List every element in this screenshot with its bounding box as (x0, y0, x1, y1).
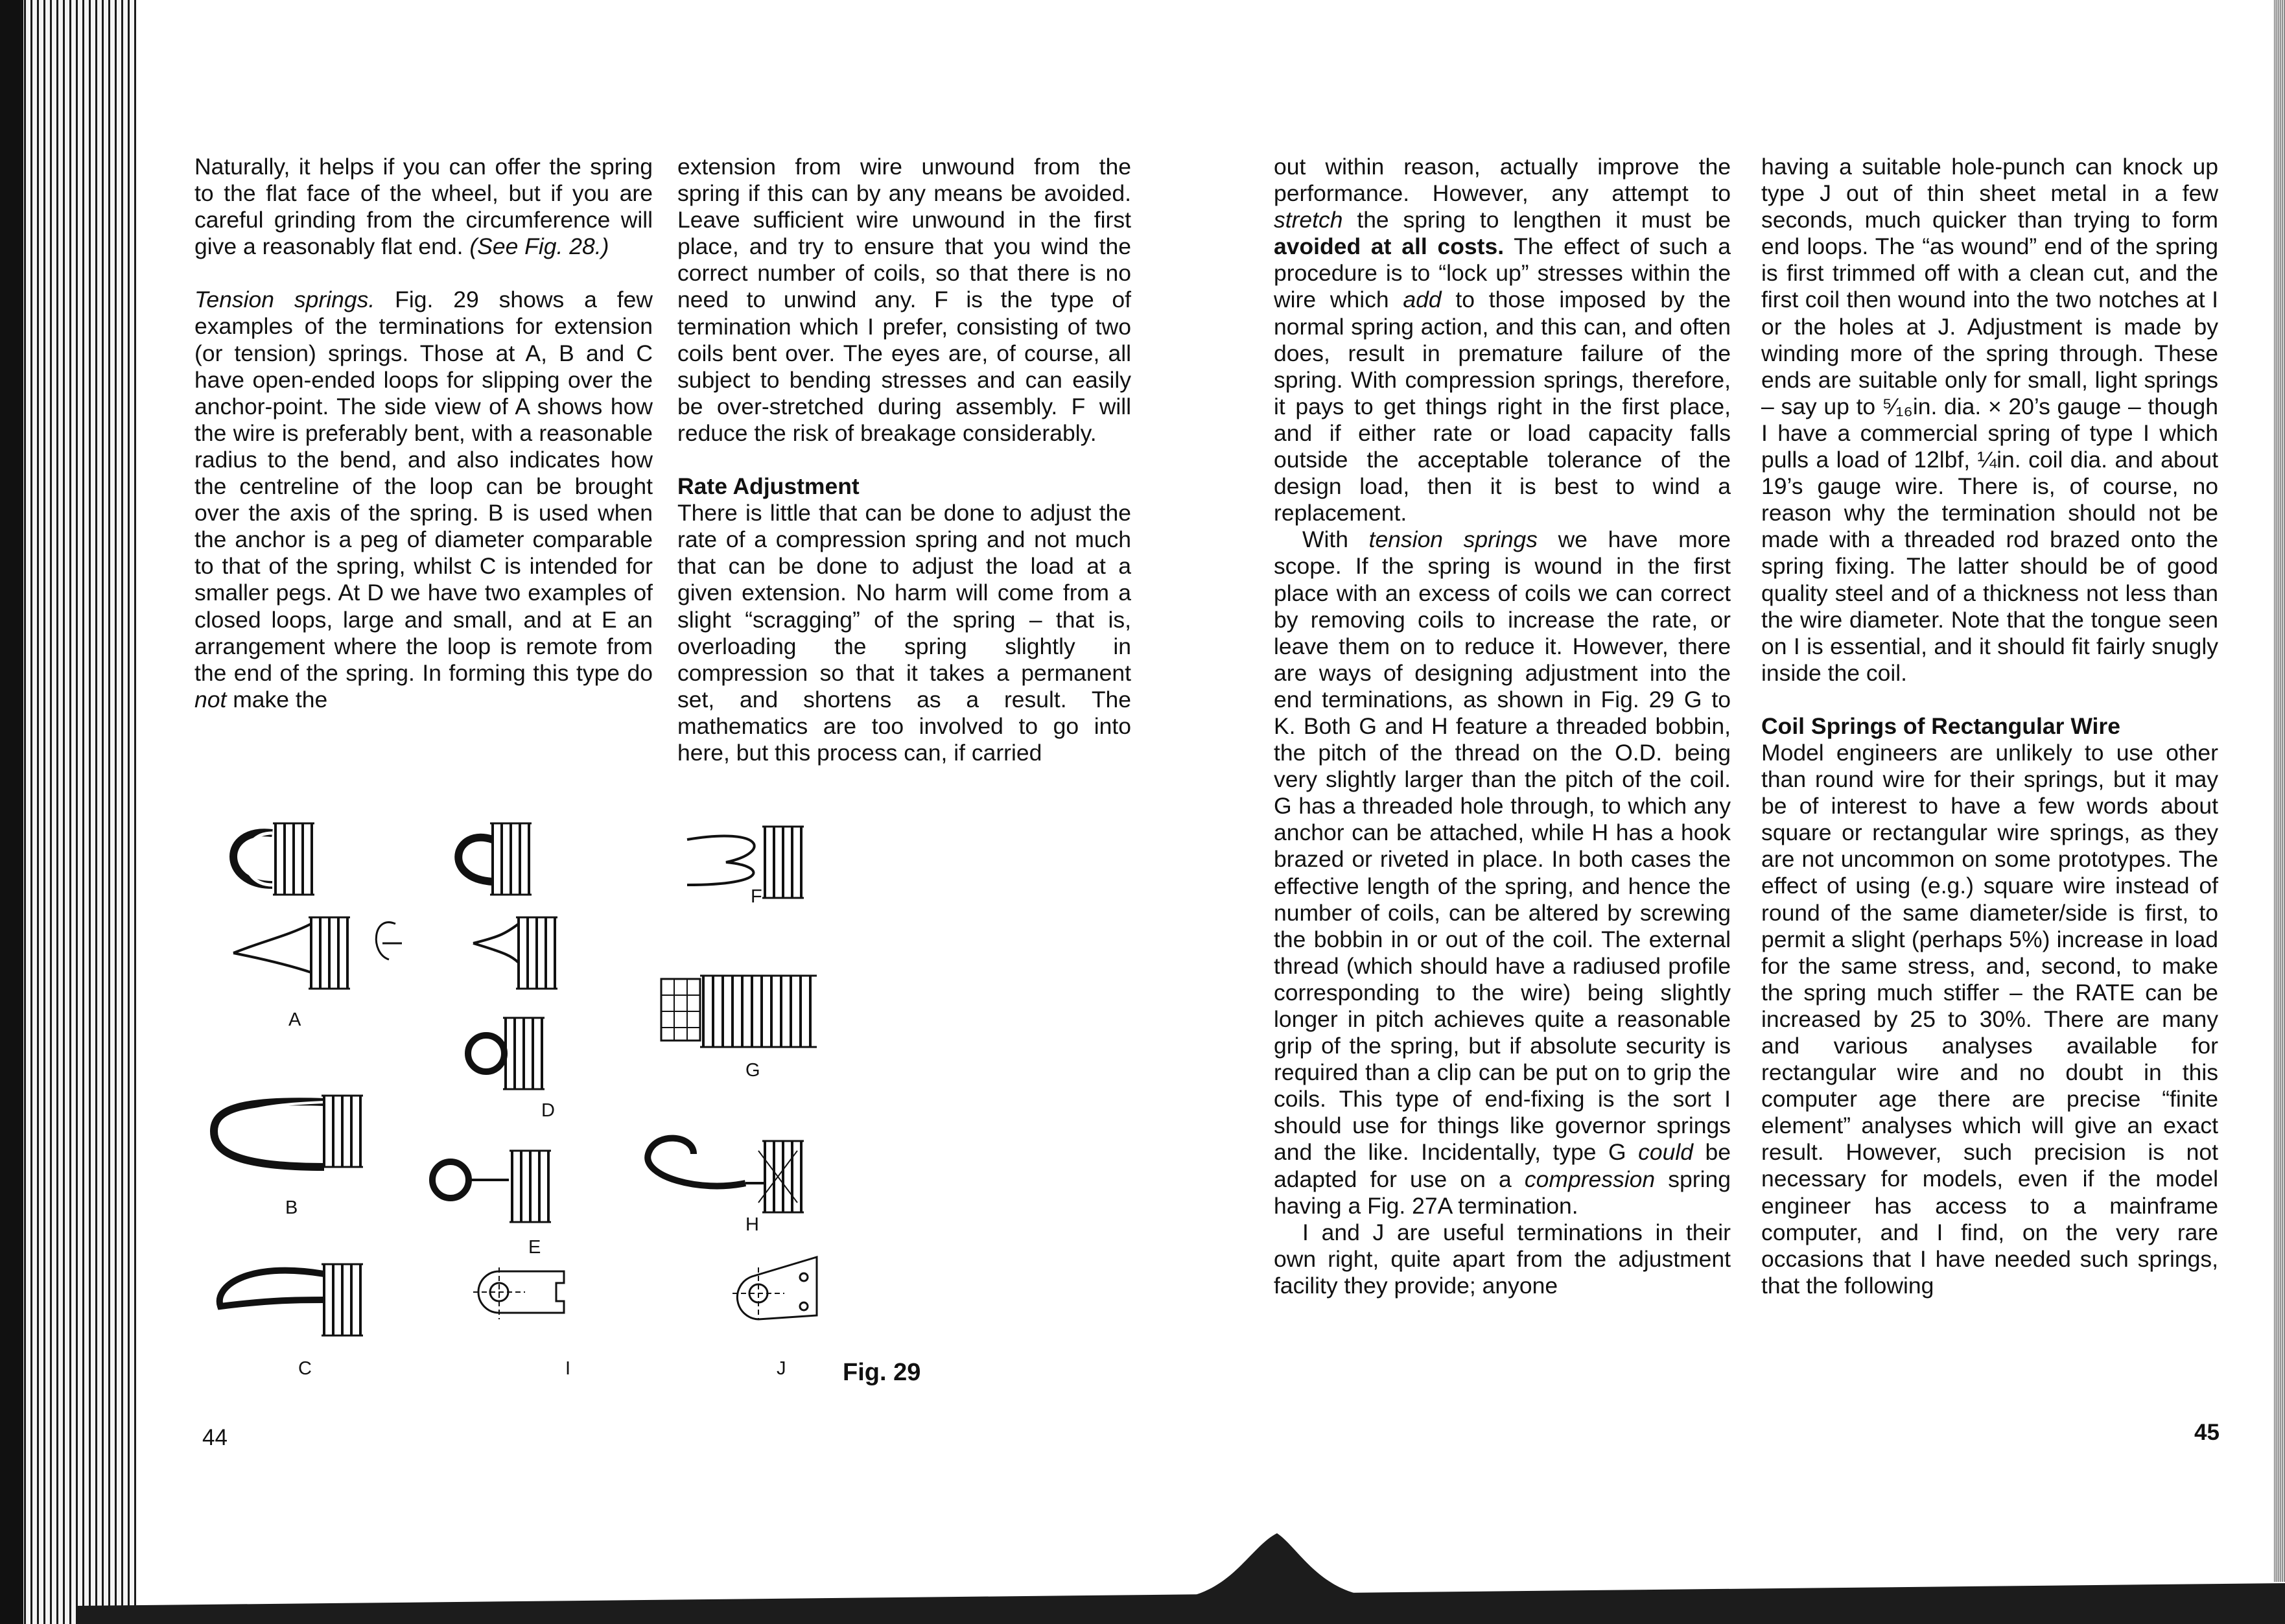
paragraph: There is little that can be done to adjust the rate of a compression spring and not much that can be done to adjust the load at a given extension. No harm will come from a slight “scragging” of the spring – that is, overloading the spring slightly in compression so that it takes a permanent set, and shortens as a result. The mathematics are too involved to go into here, but this process can, if carried (677, 500, 1131, 766)
left-page-column-1 (194, 154, 653, 713)
section-heading: Coil Springs of Rectangular Wire (1761, 712, 2120, 739)
figure-label-j: J (777, 1358, 786, 1379)
spring-d-closed-loops (458, 823, 557, 1089)
page-number-right: 45 (2194, 1420, 2220, 1445)
page-number-left: 44 (202, 1425, 228, 1450)
figure-label-b: B (285, 1197, 298, 1218)
spring-terminations-drawing (194, 814, 972, 1397)
left-page-column-2 (677, 154, 1131, 766)
spring-c-open-loop (220, 1264, 363, 1336)
section-heading: Rate Adjustment (677, 473, 860, 500)
figure-label-i: I (565, 1358, 571, 1379)
paragraph: having a suitable hole-punch can knock up type J out of thin sheet metal in a few seconds, much quicker than trying to form end loops. The “as wound” end of the spring is first trimmed off with a clean cut, and the first coil then wound into the two notches at I or the holes at J. Adjustment is made by winding more of the spring through. These ends are suitable only for small, light springs – say up to ⁵⁄₁₆in. dia. × 20’s gauge – though I have a commercial spring of type I which pulls a load of 12lbf, ¼in. coil dia. and about 19’s gauge wire. There is, of course, no reason why the termination should not be made with a threaded rod brazed onto the spring fixing. The latter should be of good quality steel and of a thickness not less than the wire diameter. Note that the tongue seen on I is essential, and it should fit fairly snugly inside the coil. (1761, 154, 2218, 686)
figure-label-h: H (745, 1214, 759, 1235)
figure-label-d: D (541, 1100, 555, 1121)
paragraph: I and J are useful terminations in their own right, quite apart from the adjustment facility they provide; anyone (1274, 1219, 1731, 1299)
figure-label-e: E (528, 1237, 541, 1258)
figure-label-a: A (288, 1009, 301, 1030)
spring-h-hook-bobbin (648, 1138, 804, 1212)
figure-label-f: F (751, 886, 762, 907)
paragraph: Tension springs. Fig. 29 shows a few examples of the terminations for extension (or tension) springs. Those at A, B and C have open-ended loops for slipping over the anchor-point. The side view of A shows how the wire is preferably bent, with a reasonable radius to the bend, and also indicates how the centreline of the loop can be brought over the axis of the spring. B is used when the anchor is a peg of diameter comparable to that of the spring, whilst C is intended for smaller pegs. At D we have two examples of closed loops, large and small, and at E an arrangement where the loop is remote from the end of the spring. In forming this type do not make the (194, 287, 653, 712)
paragraph: extension from wire unwound from the spring if this can by any means be avoided. Leave sufficient wire unwound in the first place, and try to ensure that you wind the correct number of coils, so that there is no need to unwind any. F is the type of termination which I prefer, consisting of two coils bent over. The eyes are, of course, all subject to bending stresses and can easily be over-stretched during assembly. F will reduce the risk of breakage considerably. (677, 154, 1131, 446)
spring-j-holed-tab (732, 1257, 817, 1319)
page-edge-right (2273, 0, 2285, 1582)
spring-b-open-loop (214, 1096, 363, 1167)
figure-caption: Fig. 29 (843, 1359, 921, 1386)
paragraph: With tension springs we have more scope. If the spring is wound in the first place with an excess of coils we can correct by removing coils to increase the rate, or leave them on to reduce it. However, there are ways of designing adjustment into the end terminations, as shown in Fig. 29 G to K. Both G and H feature a threaded bobbin, the pitch of the thread on the O.D. being very slightly larger than the pitch of the coil. G has a threaded hole through, to which any anchor can be attached, while H has a hook brazed or riveted in place. In both cases the effective length of the spring, and hence the number of coils, can be altered by screwing the bobbin in or out of the coil. The external thread (which should have a radiused profile corresponding to the wire) being slightly longer in pitch achieves quite a reasonable grip of the spring, but if absolute security is required than a clip can be put on to grip the coils. This type of end-fixing is the sort I should use for things like governor springs and the like. Incidentally, type G could be adapted for use on a compression spring having a Fig. 27A termination. (1274, 526, 1731, 1219)
paragraph: out within reason, actually improve the performance. However, any attempt to stretch the spring to lengthen it must be avoided at all costs. The effect of such a procedure is to “lock up” stresses within the wire which add to those imposed by the normal spring action, and this can, and often does, result in premature failure of the spring. With compression springs, therefore, it pays to get things right in the first place, and if either rate or load capacity falls outside the acceptable tolerance of the design load, then it is best to wind a replacement. (1274, 154, 1731, 526)
spring-f-bent-coils (687, 827, 804, 898)
spring-a-open-loop (233, 823, 314, 895)
right-page-column-2 (1761, 154, 2218, 1299)
spring-i-notched-tab (473, 1267, 564, 1319)
spring-a-side-view (233, 917, 402, 989)
figure-label-c: C (298, 1358, 312, 1379)
book-spine-edge (0, 0, 136, 1624)
spring-e-remote-loop (432, 1151, 551, 1222)
right-page-column-1 (1274, 154, 1731, 1299)
figure-label-g: G (745, 1060, 760, 1081)
paragraph: Model engineers are unlikely to use other than round wire for their springs, but it may be of interest to have a few words about square or rectangular wire springs, as they are not uncommon on some prototypes. The effect of using (e.g.) square wire instead of round of the same diameter/side is first, to permit a slight (perhaps 5%) increase in load for the same stress, and, second, to make the spring much stiffer – the RATE can be increased by 25 to 30%. There are many and various analyses available for rectangular wire and no doubt in this computer age there are precise “finite element” analyses which will give an exact result. However, such precision is not necessary for models, even if the model engineer has access to a mainframe computer, and I find, on the very rare occasions that I have needed such springs, that the following (1761, 739, 2218, 1299)
spring-g-threaded-bobbin (661, 976, 817, 1047)
paragraph: Naturally, it helps if you can offer the spring to the flat face of the wheel, but if you are careful grinding from the circumference will give a reasonably flat end. (See Fig. 28.) (194, 154, 653, 260)
page-curl (1180, 1520, 1361, 1598)
figure-29 (194, 814, 972, 1397)
